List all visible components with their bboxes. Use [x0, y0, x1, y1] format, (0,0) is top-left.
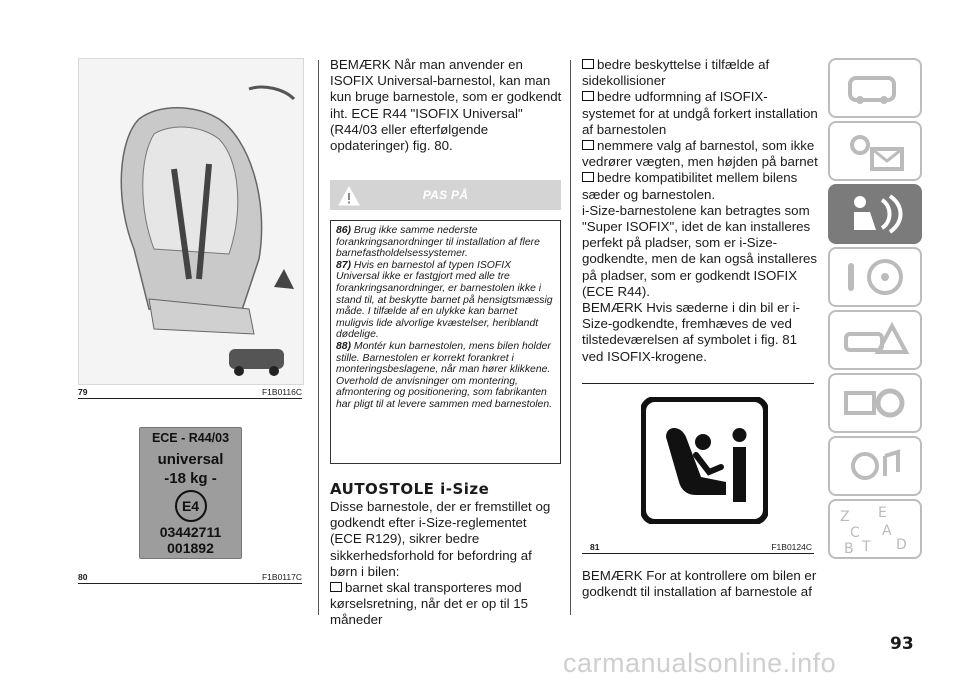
- safety-airbag-icon: [830, 186, 920, 242]
- watermark: carmanualsonline.info: [563, 648, 837, 678]
- figure-number: 80: [78, 572, 88, 582]
- column-divider: [570, 60, 571, 615]
- car-dashboard-icon: [830, 60, 920, 116]
- bullet-item: [582, 57, 818, 89]
- middle-para-2: [330, 499, 562, 629]
- label-approval-number: 03442711: [159, 524, 222, 540]
- paragraph: i-Size-barnestolene kan betragtes som "Super ISOFIX", idet de kan installeres perfekt på pladser, som er i-Size-godkendte, men de kan også installeres på pladser, som er godkendt ISOFIX (ECE R44).: [582, 202, 818, 299]
- warning-text: Brug ikke samme nederste forankringsanordninger til installation af flere barnefastholdelsessystemer.: [336, 225, 540, 260]
- warning-item-86: [336, 225, 556, 260]
- warning-box: [330, 220, 561, 464]
- bullet-text: nemmere valg af barnestol, som ikke vedrører vægten, men højden på barnet: [582, 138, 818, 170]
- chapter-tab-lights[interactable]: [828, 121, 922, 181]
- index-letter: T: [862, 539, 871, 555]
- index-letter: E: [878, 505, 887, 521]
- bullet-text: barnet skal transporteres mod kørselsretning, når det er op til 15 måneder: [330, 580, 529, 628]
- warning-number: 86): [336, 225, 352, 236]
- section-rule: [582, 383, 814, 384]
- bullet-item: [582, 138, 818, 170]
- checkbox-icon: [582, 172, 594, 182]
- middle-para-1: [330, 57, 562, 154]
- column-divider: [318, 60, 319, 615]
- caption-rule: [78, 583, 302, 584]
- paragraph: BEMÆRK Hvis sæderne i din bil er i-Size-godkendte, fremhæves de ved tilstedeværelsen af symbolet i fig. 81 ved ISOFIX-krogene.: [582, 300, 800, 364]
- figure-code: F1B0117C: [261, 572, 302, 582]
- bullet-text: bedre udformning af ISOFIX-systemet for at undgå forkert installation af barnestolen: [582, 89, 818, 137]
- chapter-tab-multimedia[interactable]: [828, 436, 922, 496]
- warning-item-87: [336, 260, 556, 341]
- index-letter: D: [896, 537, 907, 553]
- index-letter: Z: [840, 509, 850, 525]
- bullet-item: [330, 580, 562, 629]
- maintenance-gears-icon: [830, 375, 920, 431]
- bullet-item: [582, 170, 818, 202]
- warning-header: [330, 180, 561, 210]
- index-letters-icon: [830, 501, 920, 557]
- label-regulation: ECE - R44/03: [151, 431, 230, 445]
- chapter-tab-index[interactable]: [828, 499, 922, 559]
- warning-number: 88): [336, 340, 352, 352]
- checkbox-icon: [582, 91, 594, 101]
- warning-title: PAS PÅ: [422, 188, 469, 202]
- isofix-seat-drawing: [79, 59, 303, 384]
- figure-code: F1B0124C: [771, 542, 812, 552]
- checkbox-icon: [582, 59, 594, 69]
- warning-text: Hvis en barnestol af typen ISOFIX Universal ikke er fastgjort med alle tre forankringsanordninger, er barnestolen ikke i stand til, at beskytte barnet på hensigtsmæssig måde. I tilfælde af en ulykke kan barnet muligvis lide alvorlige kvæstelser, heriblandt dødelige.: [336, 259, 553, 341]
- label-universal: universal: [157, 451, 224, 468]
- child-seat-illustration: [78, 58, 304, 385]
- bullet-text: bedre kompatibilitet mellem bilens sæder og barnestolen.: [582, 170, 798, 202]
- chapter-tab-maintenance[interactable]: [828, 373, 922, 433]
- warning-number: 87): [336, 259, 352, 271]
- label-weight: -18 kg -: [164, 470, 217, 487]
- isize-symbol-icon: [641, 397, 768, 524]
- index-letter: A: [882, 523, 892, 539]
- figure-79-caption: [78, 387, 302, 397]
- chapter-tab-safety[interactable]: [828, 184, 922, 244]
- right-column-text: [582, 57, 818, 365]
- figure-81-caption: [590, 542, 812, 552]
- index-letter: B: [844, 541, 854, 557]
- bullet-item: [582, 89, 818, 138]
- right-para-3: [582, 568, 818, 600]
- checkbox-icon: [330, 582, 342, 592]
- paragraph: BEMÆRK For at kontrollere om bilen er godkendt til installation af barnestole af: [582, 568, 817, 600]
- multimedia-icon: [830, 438, 920, 494]
- warning-item-88: [336, 341, 556, 411]
- chapter-tab-emergency[interactable]: [828, 310, 922, 370]
- caption-rule: [78, 398, 302, 399]
- figure-80-caption: [78, 572, 302, 582]
- figure-number: 81: [590, 542, 600, 552]
- warning-text: Montér kun barnestolen, mens bilen holder stille. Barnestolen er korrekt forankret i monteringsbeslagene, når man hører klikkene. Overhold de anvisninger om montering, afmontering og positionering, som fabrikanten har pligt til at levere sammen med barnestolen.: [336, 340, 553, 410]
- page-number: 93: [890, 634, 914, 654]
- steering-wheel-key-icon: [830, 249, 920, 305]
- index-letter: C: [850, 525, 860, 541]
- chapter-tab-dashboard[interactable]: [828, 58, 922, 118]
- bullet-text: bedre beskyttelse i tilfælde af sidekollisioner: [582, 57, 770, 89]
- section-title: AUTOSTOLE i-Size: [330, 480, 490, 498]
- warning-car-icon: [830, 312, 920, 368]
- label-serial-number: 001892: [167, 540, 214, 556]
- paragraph: Disse barnestole, der er fremstillet og godkendt efter i-Size-reglementet (ECE R129), sikrer bedre sikkerhedsforhold for befordring af børn i bilen:: [330, 499, 551, 579]
- caption-rule: [582, 553, 814, 554]
- checkbox-icon: [582, 140, 594, 150]
- lights-message-icon: [830, 123, 920, 179]
- figure-code: F1B0116C: [261, 387, 302, 397]
- chapter-tab-starting[interactable]: [828, 247, 922, 307]
- figure-number: 79: [78, 387, 88, 397]
- e-mark-icon: E4: [175, 490, 207, 522]
- paragraph: BEMÆRK Når man anvender en ISOFIX Universal-barnestol, kan man kun bruge barnestole, som er godkendt iht. ECE R44 "ISOFIX Universal" (R44/03 eller efterfølgende opdateringer) fig. 80.: [330, 57, 562, 154]
- ece-approval-label: [139, 427, 242, 559]
